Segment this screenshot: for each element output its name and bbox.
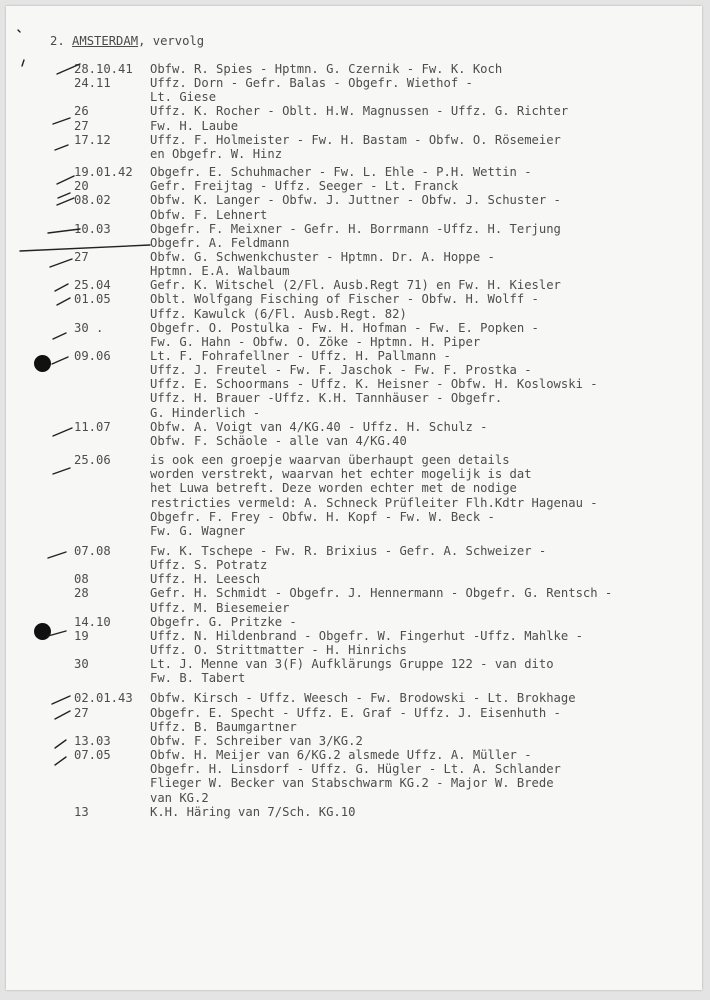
entry-text: Uffz. H. Leesch <box>150 572 261 587</box>
entry-date: 30 <box>74 657 89 672</box>
entry-text: Uffz. M. Biesemeier <box>150 600 290 615</box>
entry-text: Uffz. Kawulck (6/Fl. Ausb.Regt. 82) <box>150 306 407 321</box>
entry-text: Gefr. Freijtag - Uffz. Seeger - Lt. Franck <box>150 179 459 194</box>
entry-text: Oblt. Wolfgang Fisching of Fischer - Obfw. H. Wolff - <box>150 292 539 307</box>
entry-text: Fw. H. Laube <box>150 118 239 133</box>
entry-date: 14.10 <box>74 614 111 629</box>
entry-text: Uffz. E. Schoormans - Uffz. K. Heisner - Obfw. H. Koslowski - <box>150 377 598 392</box>
entry-date: 07.05 <box>74 748 111 763</box>
entry-text: Obgefr. E. Specht - Uffz. E. Graf - Uffz. J. Eisenhuth - <box>150 705 561 720</box>
entry-text: Fw. B. Tabert <box>150 671 246 686</box>
section-number: 2. <box>50 34 65 48</box>
entry-text: Obfw. G. Schwenkchuster - Hptmn. Dr. A. Hoppe - <box>150 249 495 264</box>
entry-text: Uffz. H. Brauer -Uffz. K.H. Tannhäuser - Obgefr. <box>150 391 503 406</box>
entry-text: Gefr. K. Witschel (2/Fl. Ausb.Regt 71) en Fw. H. Kiesler <box>150 278 561 293</box>
entry-text: Obgefr. H. Linsdorf - Uffz. G. Hügler - Lt. A. Schlander <box>150 762 561 777</box>
entry-text: Obgefr. F. Frey - Obfw. H. Kopf - Fw. W. Beck - <box>150 509 495 524</box>
entry-date: 19.01.42 <box>74 165 133 180</box>
entry-text: Lt. J. Menne van 3(F) Aufklärungs Gruppe 122 - van dito <box>150 657 554 672</box>
entry-date: 28 <box>74 586 89 601</box>
entry-date: 13.03 <box>74 733 111 748</box>
entry-text: Gefr. H. Schmidt - Obgefr. J. Hennermann - Obgefr. G. Rentsch - <box>150 586 613 601</box>
section-suffix: , vervolg <box>138 34 205 48</box>
entry-text: is ook een groepje waarvan überhaupt geen details <box>150 453 510 468</box>
entry-date: 30 . <box>74 320 104 335</box>
entry-text: Obgefr. E. Schuhmacher - Fw. L. Ehle - P.H. Wettin - <box>150 165 532 180</box>
entry-text: Uffz. S. Potratz <box>150 558 268 573</box>
entry-text: Uffz. B. Baumgartner <box>150 719 297 734</box>
entry-date: 02.01.43 <box>74 691 133 706</box>
entry-text: Fw. K. Tschepe - Fw. R. Brixius - Gefr. A. Schweizer - <box>150 543 547 558</box>
entry-date: 10.03 <box>74 221 111 236</box>
entry-text: Obfw. R. Spies - Hptmn. G. Czernik - Fw. K. Koch <box>150 62 503 76</box>
entry-date: 11.07 <box>74 419 111 434</box>
entry-text: Obfw. K. Langer - Obfw. J. Juttner - Obfw. J. Schuster - <box>150 193 561 208</box>
entry-text: Obfw. A. Voigt van 4/KG.40 - Uffz. H. Schulz - <box>150 419 488 434</box>
entry-text: Flieger W. Becker van Stabschwarm KG.2 - Major W. Brede <box>150 776 554 791</box>
entry-text: Obgefr. A. Feldmann <box>150 235 290 250</box>
entry-date: 17.12 <box>74 132 111 147</box>
entry-text: Uffz. O. Strittmatter - H. Hinrichs <box>150 643 407 657</box>
entry-date: 13 <box>74 804 89 819</box>
entry-date: 28.10.41 <box>74 62 133 76</box>
entry-text: K.H. Häring van 7/Sch. KG.10 <box>150 804 356 819</box>
entry-text: Hptmn. E.A. Walbaum <box>150 264 290 279</box>
entry-text: Fw. G. Wagner <box>150 523 246 538</box>
entry-text: Obgefr. G. Pritzke - <box>150 614 297 629</box>
entry-text: van KG.2 <box>150 790 209 805</box>
entry-date: 25.06 <box>74 453 111 468</box>
entry-date: 27 <box>74 118 89 133</box>
entry-text: Obgefr. O. Postulka - Fw. H. Hofman - Fw. E. Popken - <box>150 320 539 335</box>
entry-text: G. Hinderlich - <box>150 405 261 420</box>
entry-date: 27 <box>74 705 89 720</box>
entry-text: Uffz. Dorn - Gefr. Balas - Obgefr. Wiethof - <box>150 76 473 91</box>
punch-hole-mark <box>34 355 51 372</box>
entry-text: Obfw. Kirsch - Uffz. Weesch - Fw. Brodowski - Lt. Brokhage <box>150 691 576 706</box>
entry-text: Fw. G. Hahn - Obfw. O. Zöke - Hptmn. H. Piper <box>150 334 481 349</box>
entry-date: 19 <box>74 628 89 643</box>
entry-text: Uffz. K. Rocher - Oblt. H.W. Magnussen - Uffz. G. Richter <box>150 104 569 119</box>
entry-text: Uffz. N. Hildenbrand - Obgefr. W. Fingerhut -Uffz. Mahlke - <box>150 628 583 643</box>
entry-text: Obfw. F. Lehnert <box>150 207 268 222</box>
entry-date: 07.08 <box>74 543 111 558</box>
entry-date: 09.06 <box>74 349 111 363</box>
entry-date: 24.11 <box>74 76 111 91</box>
entry-date: 08.02 <box>74 193 111 208</box>
entry-text: Lt. F. Fohrafellner - Uffz. H. Pallmann - <box>150 349 451 363</box>
entry-text: restricties vermeld: A. Schneck Prüfleiter Flh.Kdtr Hagenau - <box>150 495 598 510</box>
entry-date: 25.04 <box>74 278 111 293</box>
entry-text: Lt. Giese <box>150 90 217 105</box>
entry-text: en Obgefr. W. Hinz <box>150 146 283 161</box>
entry-date: 08 <box>74 572 89 587</box>
entry-date: 27 <box>74 249 89 264</box>
entry-text: Uffz. F. Holmeister - Fw. H. Bastam - Obfw. O. Rösemeier <box>150 132 561 147</box>
punch-hole-mark <box>34 623 51 640</box>
entry-text: worden verstrekt, waarvan het echter mogelijk is dat <box>150 467 532 482</box>
entry-text: Obfw. F. Schäole - alle van 4/KG.40 <box>150 433 407 448</box>
entry-text: het Luwa betreft. Deze worden echter met de nodige <box>150 481 517 496</box>
entry-date: 01.05 <box>74 292 111 307</box>
entry-text: Obfw. H. Meijer van 6/KG.2 alsmede Uffz. A. Müller - <box>150 748 532 763</box>
entry-date: 26 <box>74 104 89 119</box>
section-place: AMSTERDAM <box>72 34 139 48</box>
entry-text: Obfw. F. Schreiber van 3/KG.2 <box>150 733 363 748</box>
entry-text: Obgefr. F. Meixner - Gefr. H. Borrmann -Uffz. H. Terjung <box>150 221 561 236</box>
entry-text: Uffz. J. Freutel - Fw. F. Jaschok - Fw. F. Prostka - <box>150 363 532 378</box>
entry-date: 20 <box>74 179 89 194</box>
